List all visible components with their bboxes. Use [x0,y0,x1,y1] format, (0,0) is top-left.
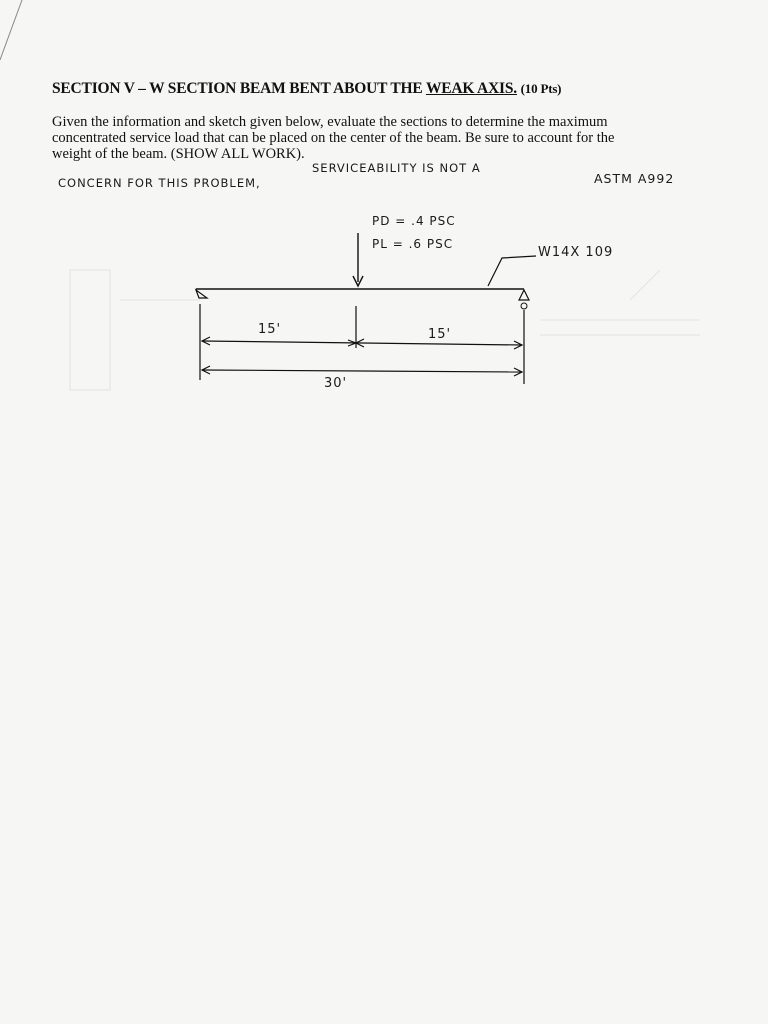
right-span-label: 15' [428,327,452,342]
span-dimension-line [202,341,522,345]
problem-line-1: Given the information and sketch given below, evaluate the sections to determine the maximum [52,114,608,130]
section-label: W14X 109 [538,245,614,260]
pin-support-icon [196,290,207,298]
problem-line-3: weight of the beam. (SHOW ALL WORK). [52,146,305,162]
heading-text: SECTION V – W SECTION BEAM BENT ABOUT THE [52,80,423,97]
material-spec: ASTM A992 [594,171,675,186]
dead-load-label: PD = .4 PSC [372,214,456,228]
page-edge-line [0,0,22,60]
serviceability-note-1: SERVICEABILITY IS NOT A [312,161,481,175]
problem-line-2: concentrated service load that can be placed on the center of the beam. Be sure to account for the [52,130,615,146]
total-dimension-line [202,370,522,372]
roller-support-icon [519,290,529,300]
heading-points: (10 Pts) [520,81,562,96]
total-span-label: 30' [324,376,348,391]
roller-wheel-icon [521,303,527,309]
bleed-through-marks [70,270,700,390]
serviceability-note-2: CONCERN FOR THIS PROBLEM, [58,176,261,190]
section-leader-line [488,256,536,286]
left-span-label: 15' [258,322,282,337]
heading-underlined-text: WEAK AXIS. [425,80,517,97]
live-load-label: PL = .6 PSC [372,237,454,251]
